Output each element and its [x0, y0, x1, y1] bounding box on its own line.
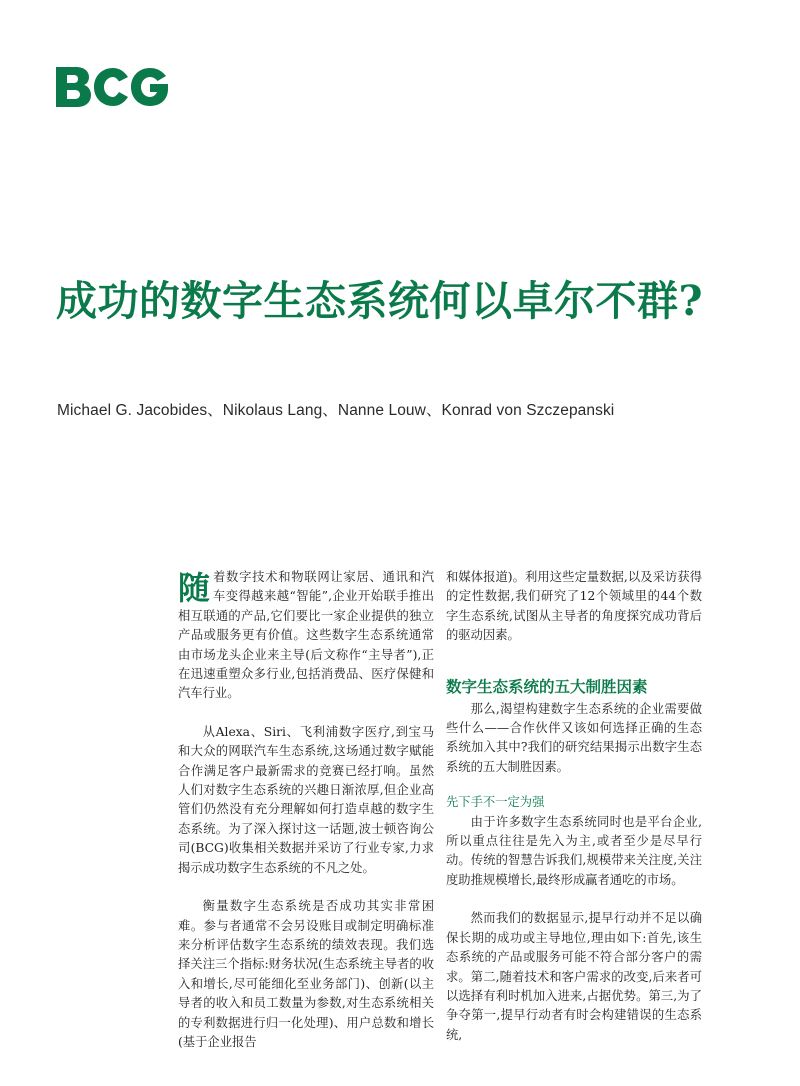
body-paragraph: 然而我们的数据显示,提早行动并不足以确保长期的成功或主导地位,理由如下:首先,该生态系统的产品或服务可能不符合部分客户的需求。第二,随着技术和客户需求的改变,后来者可以选择有利时机加入进来,占据优势。第三,为了争夺第一,提早行动者有时会构建错误的生态系统, [446, 911, 702, 1042]
body-paragraph: 由于许多数字生态系统同时也是平台企业,所以重点往往是先入为主,或者至少是尽早行动。传统的智慧告诉我们,规模带来关注度,关注度助推规模增长,最终形成赢者通吃的市场。 [446, 814, 702, 887]
author-list: Michael G. Jacobides、Nikolaus Lang、Nanne Louw、Konrad von Szczepanski [57, 402, 615, 419]
subsection-heading: 先下手不一定为强 [446, 795, 545, 810]
body-paragraph: 从Alexa、Siri、飞利浦数字医疗,到宝马和大众的网联汽车生态系统,这场通过数字赋能合作满足客户最新需求的竞赛已经打响。虽然人们对数字生态系统的兴趣日渐浓厚,但企业高管们仍然没有充分理解如何打造卓越的数字生态系统。为了深入探讨这一话题,波士顿咨询公司(BCG)收集相关数据并采访了行业专家,力求揭示成功数字生态系统的不凡之处。 [178, 724, 434, 875]
intro-paragraph [178, 568, 434, 704]
right-column [446, 568, 702, 1045]
intro-paragraph-text: 着数字技术和物联网让家居、通讯和汽车变得越来越“智能”,企业开始联手推出相互联通的产品,它们要比一家企业提供的独立产品或服务更有价值。这些数字生态系统通常由市场龙头企业来主导(后文称作“主导者”),正在迅速重塑众多行业,包括消费品、医疗保健和汽车行业。 [178, 570, 434, 701]
body-paragraph: 衡量数字生态系统是否成功其实非常困难。参与者通常不会另设账目或制定明确标准来分析评估数字生态系统的绩效表现。我们选择关注三个指标:财务状况(生态系统主导者的收入和增长,尽可能细化至业务部门)、创新(以主导者的收入和员工数量为参数,对生态系统相关的专利数据进行归一化处理)、用户总数和增长(基于企业报告 [178, 899, 434, 1049]
left-column [178, 568, 434, 1052]
bcg-logo [54, 62, 170, 112]
section-heading: 数字生态系统的五大制胜因素 [446, 676, 648, 696]
body-paragraph: 和媒体报道)。利用这些定量数据,以及采访获得的定性数据,我们研究了12个领域里的44个数字生态系统,试图从主导者的角度探究成功背后的驱动因素。 [446, 570, 702, 643]
body-paragraph: 那么,渴望构建数字生态系统的企业需要做些什么——合作伙伴又该如何选择正确的生态系统加入其中?我们的研究结果揭示出数字生态系统的五大制胜因素。 [446, 701, 702, 774]
page-title: 成功的数字生态系统何以卓尔不群? [56, 277, 704, 325]
drop-cap: 随 [178, 569, 211, 607]
bcg-logo-mark [54, 62, 170, 112]
